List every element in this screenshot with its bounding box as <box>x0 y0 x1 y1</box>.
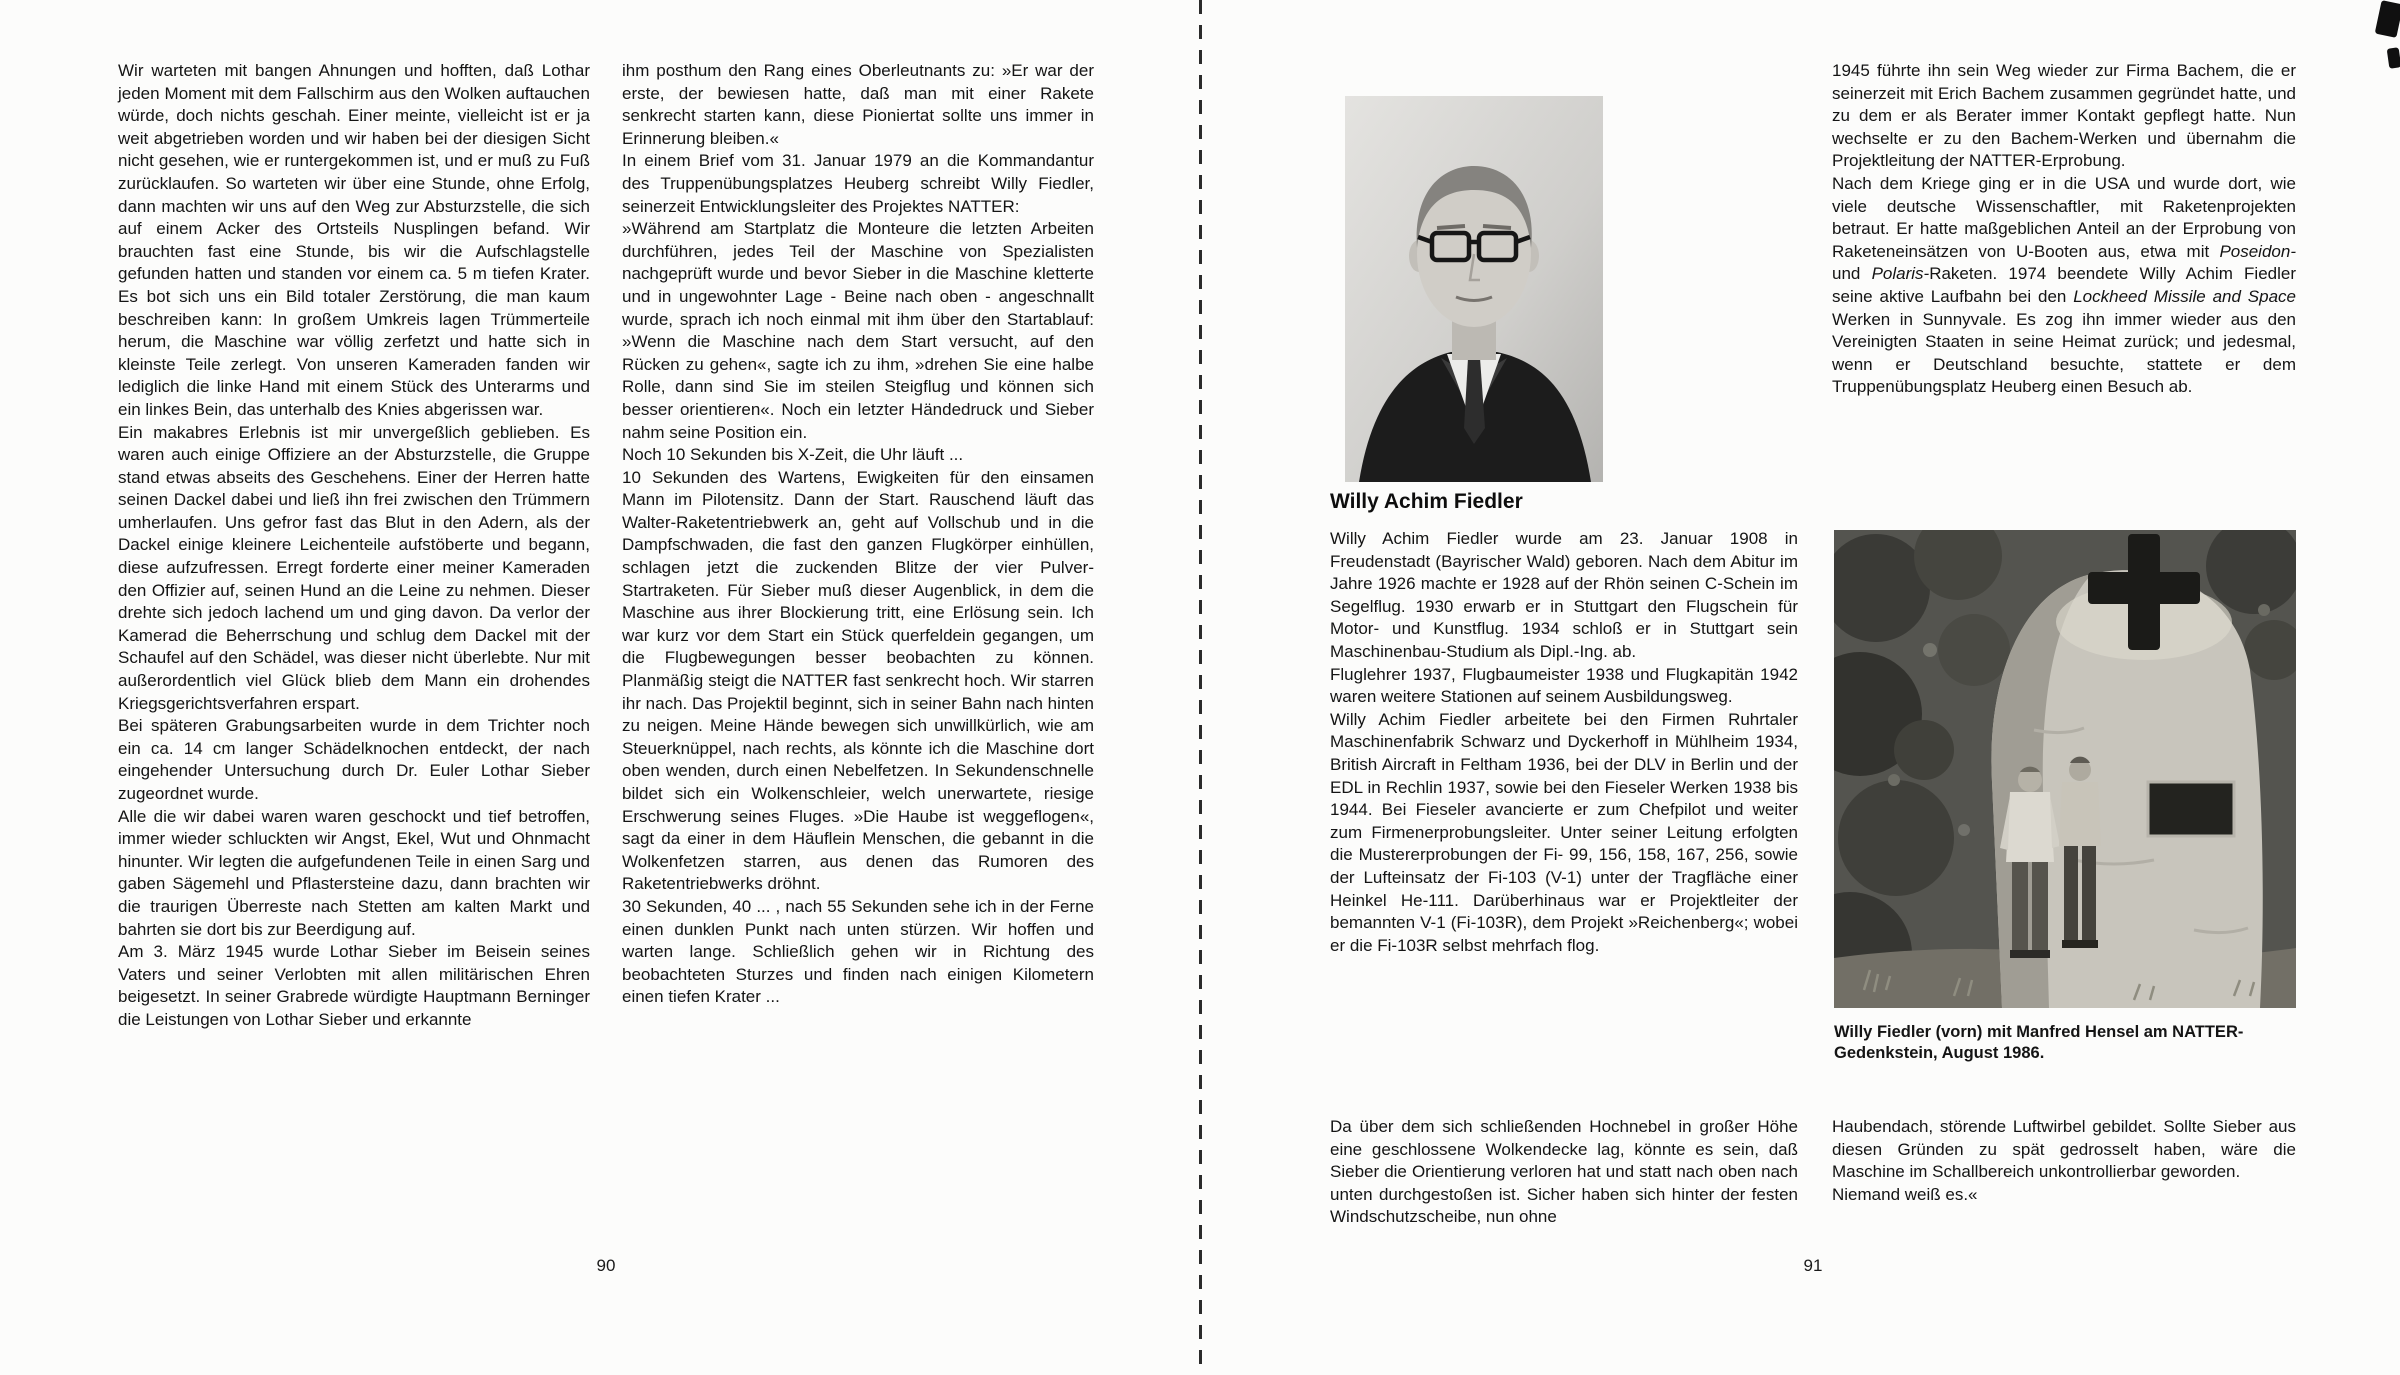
left-page-column-2 <box>622 60 1094 1009</box>
paragraph: Wir warteten mit bangen Ahnungen und hofften, daß Lothar jeden Moment mit dem Fallschirm aus den Wolken auftauchen würde, doch nichts geschah. Einer meinte, vielleicht ist er ja weit abgetrieben worden und wir haben bei der diesigen Sicht nicht gesehen, wie er runtergekommen ist, und er muß zu Fuß zurücklaufen. So warteten wir über eine Stunde, ohne Erfolg, dann machten wir uns auf den Weg zur Absturzstelle, die sich auf einem Acker des Ortsteils Nusplingen befand. Wir brauchten fast eine Stunde, bis wir die Aufschlagstelle gefunden hatten und standen vor einem ca. 5 m tiefen Krater. Es bot sich uns ein Bild totaler Zerstörung, die man kaum beschreiben kann: In großem Umkreis lagen Trümmerteile herum, die Maschine war völlig zerfetzt und hatte sich in kleinste Teile zerlegt. Von unseren Kameraden fanden wir lediglich die linke Hand mit einem Stück des Unterarms und ein linkes Bein, das unterhalb des Knies abgerissen war. <box>118 61 590 419</box>
paragraph: Willy Achim Fiedler arbeitete bei den Firmen Ruhrtaler Maschinenfabrik Schwarz und Dyckerhoff in Mühlheim 1934, British Aircraft in Feltham 1936, bei der DLV in Berlin und der EDL in Rechlin 1937, sowie bei den Fieseler Werken 1938 bis 1944. Bei Fieseler avancierte er zum Chefpilot und weiter zum Firmenerprobungsleiter. Unter seiner Leitung erfolgten die Mustererprobungen der Fi- 99, 156, 158, 167, 256, sowie der Lufteinsatz der Fi-103 (V-1) unter der Tragfläche einer Heinkel He-111. Darüberhinaus war er Projektleiter der bemannten V-1 (Fi-103R), dem Projekt »Reichenberg«; wobei er die Fi-103R selbst mehrfach flog. <box>1330 709 1798 955</box>
scan-artifact-mark <box>2375 0 2400 38</box>
page-number-right: 91 <box>1803 1256 1823 1275</box>
left-page-column-1 <box>118 60 590 1032</box>
paragraph: Am 3. März 1945 wurde Lothar Sieber im Beisein seines Vaters und seiner Verlobten mit allen militärischen Ehren beigesetzt. In seiner Grabrede würdigte Hauptmann Berninger die Leistungen von Lothar Sieber und erkannte <box>118 942 590 1029</box>
paragraph: Nach dem Kriege ging er in die USA und wurde dort, wie viele deutsche Wissenschaftler, mit Raketenprojekten betraut. Er hatte maßgeblichen Anteil an der Erprobung von Raketeneinsätzen von U-Booten aus, etwa mit Poseidon- und Polaris-Raketen. 1974 beendete Willy Achim Fiedler seine aktive Laufbahn bei den Lockheed Missile and Space Werken in Sunnyvale. Es zog ihn immer wieder aus den Vereinigten Staaten in seine Heimat zurück; und jedesmal, wenn er Deutschland besuchte, stattete er dem Truppenübungsplatz Heuberg einen Besuch ab. <box>1832 173 2297 397</box>
paragraph: Bei späteren Grabungsarbeiten wurde in dem Trichter noch ein ca. 14 cm langer Schädelknochen entdeckt, der nach eingehender Untersuchung durch Dr. Euler Lothar Sieber zugeordnet wurde. <box>118 716 590 803</box>
memorial-plaque <box>2148 782 2234 836</box>
page-number-left: 90 <box>596 1256 616 1275</box>
memorial-photo-caption: Willy Fiedler (vorn) mit Manfred Hensel am NATTER-Gedenkstein, August 1986. <box>1834 1023 2244 1062</box>
biography-heading: Willy Achim Fiedler <box>1330 490 1523 513</box>
paragraph: 1945 führte ihn sein Weg wieder zur Firma Bachem, die er seinerzeit mit Erich Bachem zusammen gegründet hatte, und zu dem er als Berater immer Kontakt gepflegt hatte. Nun wechselte er zu den Bachem-Werken und übernahm die Projektleitung der NATTER-Erprobung. <box>1832 61 2296 171</box>
paragraph: In einem Brief vom 31. Januar 1979 an die Kommandantur des Truppenübungsplatzes Heuberg schreibt Willy Fiedler, seinerzeit Entwicklungsleiter des Projektes NATTER: <box>622 151 1094 216</box>
paragraph: »Während am Startplatz die Monteure die letzten Arbeiten durchführen, jedes Teil der Maschine von Spezialisten nachgeprüft wurde und bevor Sieber in die Maschine kletterte und in ungewohnter Lage - Beine nach oben - angeschnallt wurde, sprach ich noch einmal mit ihm über den Startablauf: »Wenn die Maschine nach dem Start versucht, auf den Rücken zu gehen«, sagte ich zu ihm, »drehen Sie eine halbe Rolle, dann sind Sie im steilen Steigflug und können sich besser orientieren«. Noch ein letzter Händedruck und Sieber nahm seine Position ein. <box>622 219 1094 442</box>
paragraph: Ein makabres Erlebnis ist mir unvergeßlich geblieben. Es waren auch einige Offiziere an der Absturzstelle, die Gruppe stand etwas abseits des Geschehens. Einer der Herren hatte seinen Dackel dabei und ließ ihn frei zwischen den Trümmern umherlaufen. Uns gefror fast das Blut in den Adern, als der Dackel einige kleinere Leichenteile aufstöberte und begann, diese aufzufressen. Erregt forderte einer meiner Kameraden den Offizier auf, seinen Hund an die Leine zu nehmen. Dieser drehte sich jedoch lachend um und ging davon. Da verlor der Kamerad die Beherrschung und schlug dem Dackel mit der Schaufel auf den Schädel, was dieser nicht überlebte. Nur mit außerordentlich viel Glück blieb dem Mann ein drohendes Kriegsgerichtsverfahren erspart. <box>118 422 590 713</box>
memorial-photo <box>1834 530 2296 1008</box>
paragraph: Haubendach, störende Luftwirbel gebildet. Sollte Sieber aus diesen Gründen zu spät gedrosselt haben, wäre die Maschine im Schallbereich unkontrollierbar geworden. <box>1832 1117 2296 1182</box>
paragraph: ihm posthum den Rang eines Oberleutnants zu: »Er war der erste, der bewiesen hatte, daß man mit einer Rakete senkrecht starten kann, diese Pioniertat sollte uns immer in Erinnerung bleiben.« <box>622 61 1094 148</box>
page-divider <box>1199 0 1202 1375</box>
right-page-column-2 <box>1832 60 2296 399</box>
paragraph: 30 Sekunden, 40 ... , nach 55 Sekunden sehe ich in der Ferne einen dunklen Punkt nach unten stürzen. Wir hoffen und warten lange. Schließlich gehen wir in Richtung des beobachteten Sturzes und finden nach einigen Kilometern einen tiefen Krater ... <box>622 896 1094 1007</box>
paragraph: Niemand weiß es.« <box>1832 1184 1978 1204</box>
right-page-bottom-column-2 <box>1832 1116 2296 1206</box>
paragraph: 10 Sekunden des Wartens, Ewigkeiten für den einsamen Mann im Pilotensitz. Dann der Start. Rauschend läuft das Walter-Raketentriebwerk an, geht auf Vollschub und in die Dampfschwaden, die fast den ganzen Flugkörper einhüllen, schlagen jetzt die zuckenden Blitze der vier Pulver-Startraketen. Für Sieber muß dieser Augenblick, in dem die Maschine aus ihrer Blockierung tritt, eine Erlösung sein. Ich war kurz vor dem Start ein Stück querfeldein gegangen, um die Flugbewegungen besser beobachten zu können. Planmäßig steigt die NATTER fast senkrecht hoch. Wir starren ihr nach. Das Projektil beginnt, sich in seiner Bahn nach hinten zu neigen. Meine Hände bewegen sich unwillkürlich, wie am Steuerknüppel, nach rechts, als könnte ich die Maschine dort oben wenden, durch einen Nebelfetzen. In Sekundenschnelle bildet sich ein Wolkenschleier, welch unerwartete, riesige Erschwerung seines Fluges. »Die Haube ist weggeflogen«, sagt da einer in dem Häuflein Menschen, die gebannt in die Wolkenfetzen starren, aus denen das Rumoren des Raketentriebwerks dröhnt. <box>622 467 1094 894</box>
memorial-photo-illustration <box>1834 530 2296 1008</box>
fiedler-portrait-photo <box>1345 96 1603 482</box>
paragraph: Da über dem sich schließenden Hochnebel in großer Höhe eine geschlossene Wolkendecke lag, könnte es sein, daß Sieber die Orientierung verloren hat und statt nach oben nach unten durchgestoßen ist. Sicher haben sich hinter der festen Windschutzscheibe, nun ohne <box>1330 1117 1798 1227</box>
right-page-column-1 <box>1330 528 1798 957</box>
scan-artifact-mark <box>2387 47 2400 68</box>
paragraph: Willy Achim Fiedler wurde am 23. Januar 1908 in Freudenstadt (Bayrischer Wald) geboren. Nach dem Abitur im Jahre 1926 machte er 1928 auf der Rhön seinen C-Schein im Segelflug. 1930 erwarb er in Stuttgart den Flugschein für Motor- und Kunstflug. 1934 schloß er in Stuttgart sein Maschinenbau-Studium als Dipl.-Ing. ab. <box>1330 529 1798 661</box>
portrait-photo-illustration <box>1345 96 1603 482</box>
paragraph: Fluglehrer 1937, Flugbaumeister 1938 und Flugkapitän 1942 waren weitere Stationen auf seinem Ausbildungsweg. <box>1330 664 1798 707</box>
paragraph: Noch 10 Sekunden bis X-Zeit, die Uhr läuft ... <box>622 445 964 465</box>
right-page-bottom-column-1 <box>1330 1116 1798 1229</box>
paragraph: Alle die wir dabei waren waren geschockt und tief betroffen, immer wieder schluckten wir Angst, Ekel, Wut und Ohnmacht hinunter. Wir legten die aufgefundenen Teile in einen Sarg und gaben Sägemehl und Pflastersteine dazu, dann brachten wir die traurigen Überreste nach Stetten am kalten Markt und bahrten sie dort bis zur Beerdigung auf. <box>118 806 590 939</box>
